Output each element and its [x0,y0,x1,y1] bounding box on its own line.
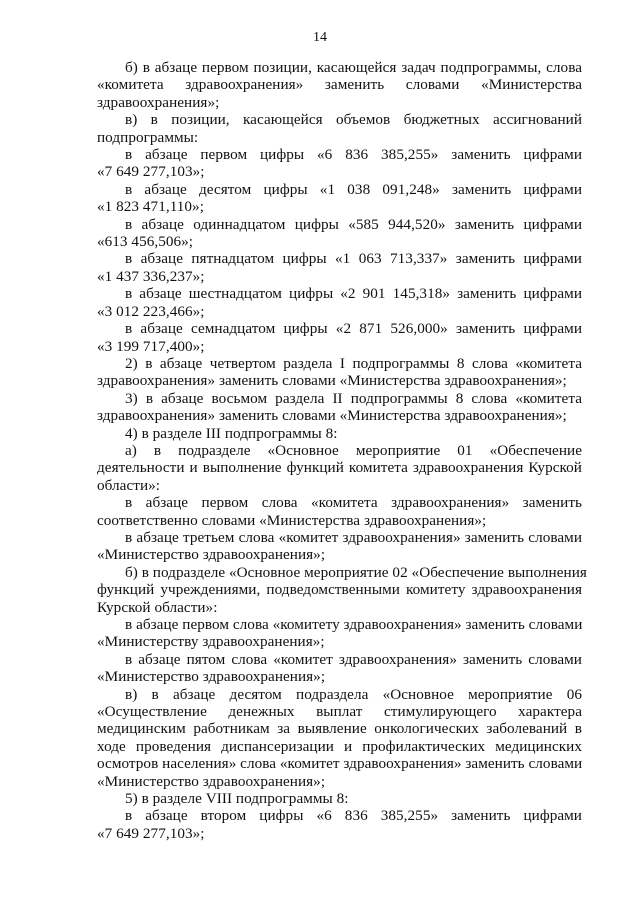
document-paragraph [97,250,582,285]
paragraph-line: «Министерство здравоохранения»; [97,772,326,790]
document-paragraph [97,790,582,807]
paragraph-line: «Министерство здравоохранения»; [97,668,326,686]
paragraph-line: «комитета здравоохранения» заменить словами «Министерства [97,76,582,94]
paragraph-line: функций учреждениями, подведомственными комитету здравоохранения [97,581,582,599]
document-paragraph [97,111,582,146]
paragraph-line: «1 823 471,110»; [97,198,204,216]
paragraph-line: в) в позиции, касающейся объемов бюджетных ассигнований [125,111,582,129]
document-paragraph [97,181,582,216]
paragraph-line: в абзаце первом слова «комитета здравоохранения» заменить [125,494,582,512]
paragraph-line: соответственно словами «Министерства здравоохранения»; [97,511,487,529]
paragraph-line: «Министерство здравоохранения»; [97,546,326,564]
paragraph-line: «7 649 277,103»; [97,824,205,842]
paragraph-line: в) в абзаце десятом подраздела «Основное мероприятие 06 [125,685,582,703]
paragraph-line: «613 456,506»; [97,233,194,251]
paragraph-line: «Осуществление денежных выплат стимулирующего характера [97,703,582,721]
paragraph-line: «Министерству здравоохранения»; [97,633,325,651]
paragraph-line: ходе проведения диспансеризации и профилактических медицинских [97,737,582,755]
paragraph-line: в абзаце третьем слова «комитет здравоохранения» заменить словами [125,528,582,546]
paragraph-line: подпрограммы: [97,128,199,146]
document-paragraph [97,285,582,320]
paragraph-line: осмотров населения» слова «комитет здравоохранения» заменить словами [97,755,583,773]
paragraph-line: в абзаце семнадцатом цифры «2 871 526,000» заменить цифрами [125,320,582,338]
document-paragraph [97,425,582,442]
document-paragraph [97,442,582,494]
paragraph-line: в абзаце первом слова «комитету здравоохранения» заменить словами [125,616,583,633]
paragraph-line: в абзаце одиннадцатом цифры «585 944,520» заменить цифрами [125,215,582,233]
document-paragraph [97,807,582,842]
paragraph-line: 5) в разделе VIII подпрограммы 8: [125,790,349,808]
paragraph-line: здравоохранения» заменить словами «Министерства здравоохранения»; [97,407,567,425]
paragraph-line: в абзаце шестнадцатом цифры «2 901 145,318» заменить цифрами [125,285,582,303]
paragraph-line: области»: [97,476,161,494]
paragraph-line: «3 012 223,466»; [97,302,205,320]
paragraph-line: «7 649 277,103»; [97,163,205,181]
page-number: 14 [313,30,327,45]
paragraph-line: 3) в абзаце восьмом раздела II подпрограммы 8 слова «комитета [125,389,582,407]
paragraph-line: в абзаце десятом цифры «1 038 091,248» заменить цифрами [125,180,582,198]
paragraph-line: в абзаце пятом слова «комитет здравоохранения» заменить словами [125,650,582,668]
document-paragraph [97,390,582,425]
paragraph-line: в абзаце втором цифры «6 836 385,255» заменить цифрами [125,807,582,825]
document-paragraph [97,651,582,686]
document-paragraph [97,494,582,529]
document-paragraph [97,616,582,651]
paragraph-line: в абзаце первом цифры «6 836 385,255» заменить цифрами [125,146,582,164]
paragraph-line: 4) в разделе III подпрограммы 8: [125,424,338,442]
document-paragraph [97,529,582,564]
document-paragraph [97,686,582,790]
paragraph-line: медицинским работникам за выявление онкологических заболеваний в [97,720,582,738]
paragraph-line: Курской области»: [97,598,218,616]
document-body [97,59,587,842]
paragraph-line: б) в абзаце первом позиции, касающейся задач подпрограммы, слова [125,59,582,76]
document-paragraph [97,320,582,355]
document-paragraph [97,59,582,111]
paragraph-line: в абзаце пятнадцатом цифры «1 063 713,337» заменить цифрами [125,250,582,268]
document-paragraph [97,216,582,251]
document-paragraph [97,563,587,616]
paragraph-line: а) в подразделе «Основное мероприятие 01 «Обеспечение [125,441,582,459]
paragraph-line: деятельности и выполнение функций комитета здравоохранения Курской [97,459,582,477]
paragraph-line: «1 437 336,237»; [97,267,205,285]
document-paragraph [97,146,582,181]
paragraph-line: б) в подразделе «Основное мероприятие 02 «Обеспечение выполнения [125,563,587,581]
paragraph-line: здравоохранения» заменить словами «Министерства здравоохранения»; [97,372,567,390]
paragraph-line: здравоохранения»; [97,93,220,111]
paragraph-line: 2) в абзаце четвертом раздела I подпрограммы 8 слова «комитета [125,354,582,372]
document-paragraph [97,355,582,390]
paragraph-line: «3 199 717,400»; [97,337,205,355]
